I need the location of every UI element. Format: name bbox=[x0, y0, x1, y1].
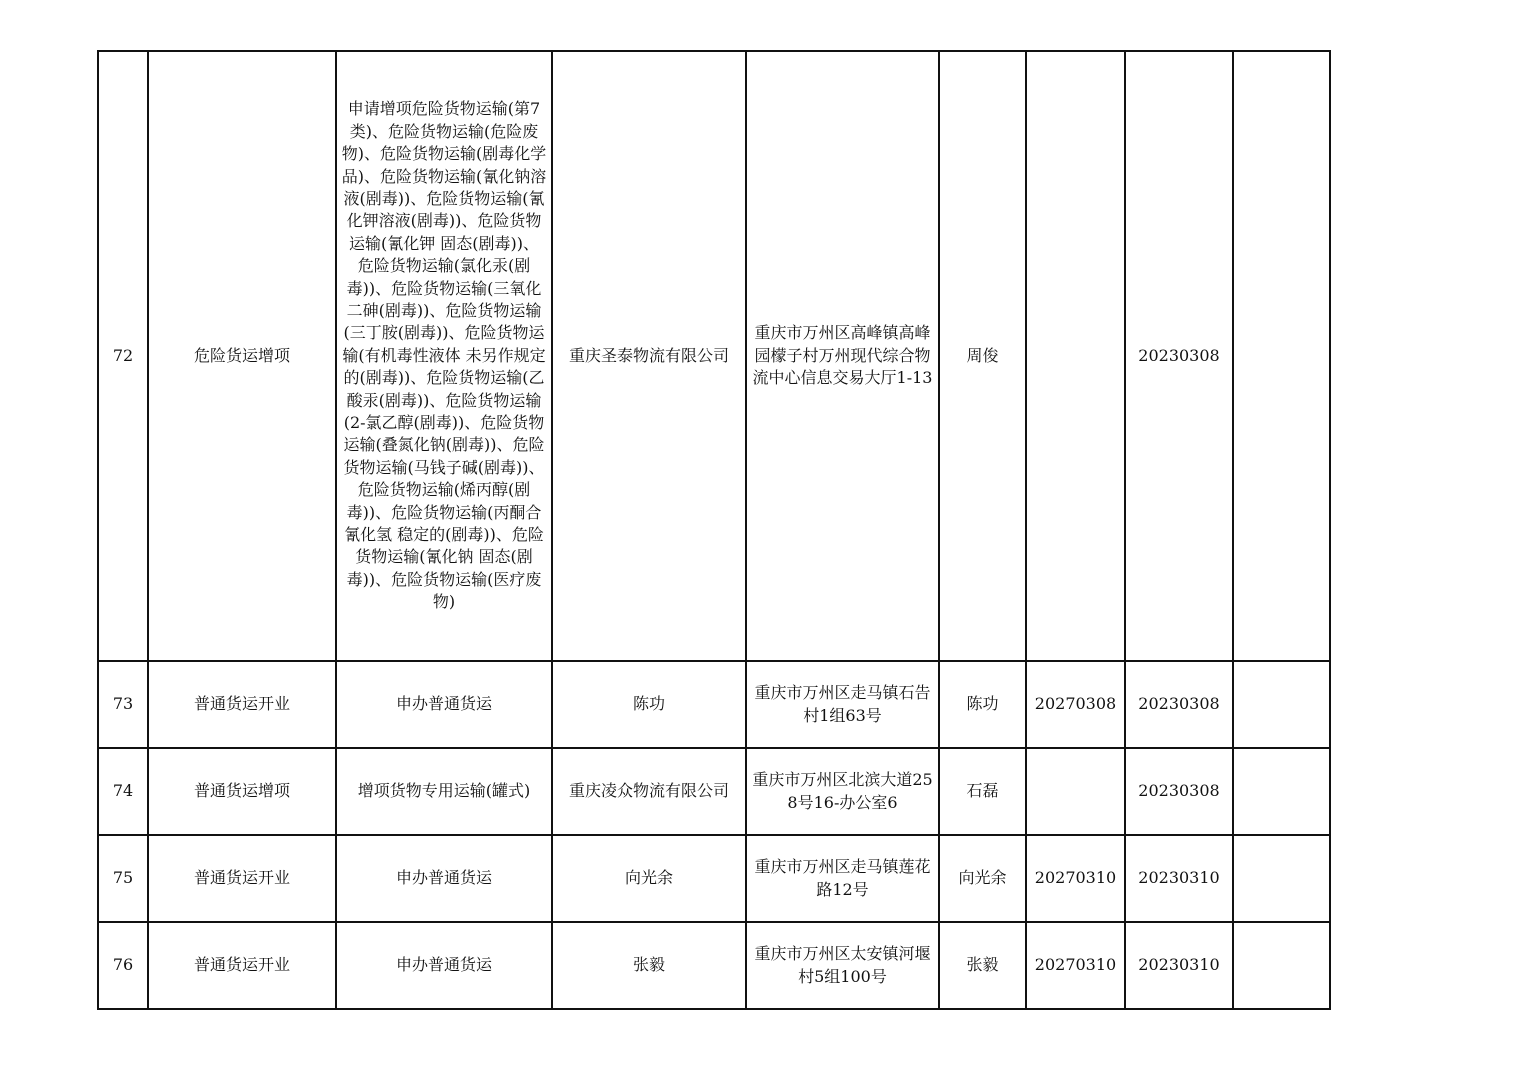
table-row bbox=[98, 661, 1330, 748]
approval-date: 20230310 bbox=[1125, 835, 1233, 922]
applicant-address: 重庆市万州区北滨大道258号16-办公室6 bbox=[746, 748, 939, 835]
approval-date: 20230308 bbox=[1125, 51, 1233, 661]
applicant-name: 陈功 bbox=[552, 661, 746, 748]
row-number: 72 bbox=[98, 51, 148, 661]
expiry-date: 20270308 bbox=[1026, 661, 1125, 748]
legal-representative: 周俊 bbox=[939, 51, 1026, 661]
row-number: 73 bbox=[98, 661, 148, 748]
table-row bbox=[98, 51, 1330, 661]
expiry-date bbox=[1026, 748, 1125, 835]
application-item: 增项货物专用运输(罐式) bbox=[336, 748, 552, 835]
applicant-name: 重庆圣泰物流有限公司 bbox=[552, 51, 746, 661]
application-item: 申办普通货运 bbox=[336, 661, 552, 748]
legal-representative: 陈功 bbox=[939, 661, 1026, 748]
remarks bbox=[1233, 661, 1330, 748]
approval-date: 20230310 bbox=[1125, 922, 1233, 1009]
legal-representative: 向光余 bbox=[939, 835, 1026, 922]
expiry-date: 20270310 bbox=[1026, 835, 1125, 922]
application-item: 申办普通货运 bbox=[336, 835, 552, 922]
applicant-name: 重庆凌众物流有限公司 bbox=[552, 748, 746, 835]
legal-representative: 石磊 bbox=[939, 748, 1026, 835]
application-item: 申办普通货运 bbox=[336, 922, 552, 1009]
application-item: 申请增项危险货物运输(第7类)、危险货物运输(危险废物)、危险货物运输(剧毒化学品)、危险货物运输(氰化钠溶液(剧毒))、危险货物运输(氰化钾溶液(剧毒))、危险货物运输(氰化钾 固态(剧毒))、危险货物运输(氯化汞(剧毒))、危险货物运输(三氧化二砷(剧毒))、危险货物运输(三丁胺(剧毒))、危险货物运输(有机毒性液体 未另作规定的(剧毒))、危险货物运输(乙酸汞(剧毒))、危险货物运输(2-氯乙醇(剧毒))、危险货物运输(叠氮化钠(剧毒))、危险货物运输(马钱子碱(剧毒))、危险货物运输(烯丙醇(剧毒))、危险货物运输(丙酮合氰化氢 稳定的(剧毒))、危险货物运输(氰化钠 固态(剧毒))、危险货物运输(医疗废物) bbox=[336, 51, 552, 661]
legal-representative: 张毅 bbox=[939, 922, 1026, 1009]
remarks bbox=[1233, 748, 1330, 835]
business-category: 危险货运增项 bbox=[148, 51, 336, 661]
business-category: 普通货运开业 bbox=[148, 835, 336, 922]
applicant-address: 重庆市万州区走马镇莲花路12号 bbox=[746, 835, 939, 922]
applicant-name: 张毅 bbox=[552, 922, 746, 1009]
applicant-address: 重庆市万州区太安镇河堰村5组100号 bbox=[746, 922, 939, 1009]
row-number: 75 bbox=[98, 835, 148, 922]
table-row bbox=[98, 922, 1330, 1009]
row-number: 74 bbox=[98, 748, 148, 835]
remarks bbox=[1233, 51, 1330, 661]
remarks bbox=[1233, 835, 1330, 922]
table-row bbox=[98, 835, 1330, 922]
approval-date: 20230308 bbox=[1125, 748, 1233, 835]
permit-table bbox=[97, 50, 1331, 1010]
row-number: 76 bbox=[98, 922, 148, 1009]
applicant-name: 向光余 bbox=[552, 835, 746, 922]
applicant-address: 重庆市万州区走马镇石告村1组63号 bbox=[746, 661, 939, 748]
expiry-date bbox=[1026, 51, 1125, 661]
business-category: 普通货运开业 bbox=[148, 661, 336, 748]
approval-date: 20230308 bbox=[1125, 661, 1233, 748]
expiry-date: 20270310 bbox=[1026, 922, 1125, 1009]
table-row bbox=[98, 748, 1330, 835]
applicant-address: 重庆市万州区高峰镇高峰园檬子村万州现代综合物流中心信息交易大厅1-13 bbox=[746, 51, 939, 661]
business-category: 普通货运开业 bbox=[148, 922, 336, 1009]
business-category: 普通货运增项 bbox=[148, 748, 336, 835]
remarks bbox=[1233, 922, 1330, 1009]
